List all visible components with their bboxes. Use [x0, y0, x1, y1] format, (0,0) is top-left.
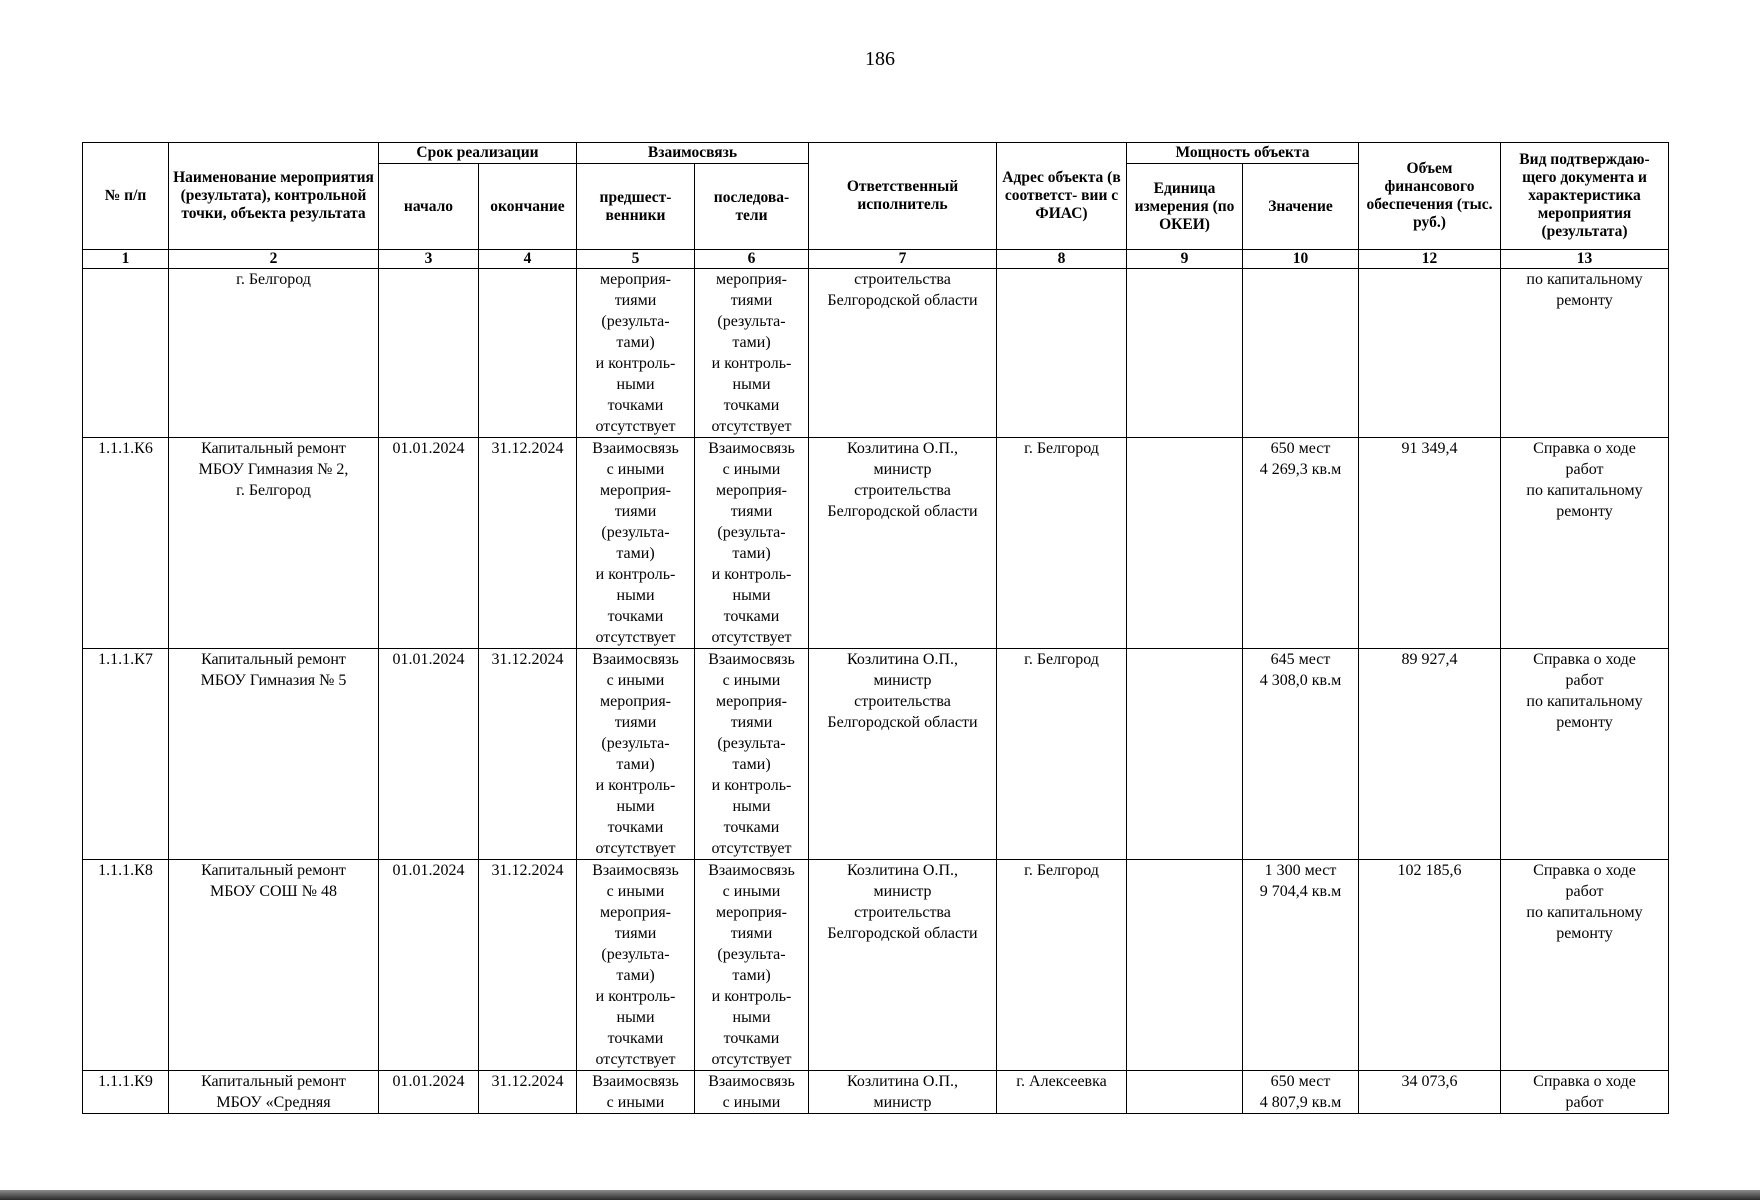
doc-line: ремонту — [1556, 925, 1613, 942]
cell-responsible — [809, 438, 997, 649]
col-number: 13 — [1501, 250, 1669, 269]
cell-end: 31.12.2024 — [479, 649, 577, 860]
cell-start — [379, 269, 479, 438]
table-body — [83, 269, 1669, 1114]
link-line: с иными — [722, 461, 781, 478]
doc-line: по капитальному — [1526, 482, 1643, 499]
cell-id: 1.1.1.К7 — [83, 649, 169, 860]
link-line: и контроль- — [711, 777, 792, 794]
link-line: и контроль- — [711, 988, 792, 1005]
link-line: (результа- — [601, 735, 670, 752]
link-line: тиями — [614, 925, 657, 942]
cell-address — [997, 269, 1127, 438]
name-line: Капитальный ремонт — [201, 651, 346, 668]
link-line: с иными — [722, 883, 781, 900]
name-line: Капитальный ремонт — [201, 1073, 346, 1090]
next-line: точками — [723, 397, 780, 414]
col-number: 10 — [1243, 250, 1359, 269]
link-line: с иными — [606, 461, 665, 478]
prev-line: и контроль- — [595, 355, 676, 372]
cell-name — [169, 1071, 379, 1114]
col-number: 7 — [809, 250, 997, 269]
name-line: Капитальный ремонт — [201, 862, 346, 879]
resp-line: министр — [873, 672, 932, 689]
cell-value — [1243, 1071, 1359, 1114]
cell-unit — [1127, 438, 1243, 649]
link-line: ными — [616, 587, 655, 604]
prev-line: отсутствует — [595, 418, 676, 435]
cell-value — [1243, 649, 1359, 860]
col-number: 8 — [997, 250, 1127, 269]
cell-prev — [577, 269, 695, 438]
header-responsible: Ответственный исполнитель — [809, 143, 997, 250]
link-line: точками — [607, 1030, 664, 1047]
resp-line: строительства — [854, 482, 951, 499]
link-line: тами) — [732, 967, 771, 984]
next-line: тиями — [730, 292, 773, 309]
header-power: Мощность объекта — [1127, 143, 1359, 164]
resp-line: Белгородской области — [827, 925, 978, 942]
link-line: точками — [723, 608, 780, 625]
scan-edge-bar — [0, 1190, 1760, 1200]
resp-line: Козлитина О.П., — [846, 862, 959, 879]
cell-name — [169, 649, 379, 860]
cell-next — [695, 860, 809, 1071]
header-document: Вид подтверждаю- щего документа и характеристика мероприятия (результата) — [1501, 143, 1669, 250]
doc-line: Справка о ходе — [1533, 1073, 1636, 1090]
doc-line: ремонту — [1556, 292, 1613, 309]
doc-line: работ — [1565, 1094, 1604, 1111]
col-number: 6 — [695, 250, 809, 269]
link-line: тами) — [732, 545, 771, 562]
value-line: 4 269,3 кв.м — [1259, 461, 1342, 478]
cell-end: 31.12.2024 — [479, 860, 577, 1071]
link-line: (результа- — [601, 524, 670, 541]
resp-line: строительства — [854, 693, 951, 710]
table-row — [83, 649, 1669, 860]
link-line: ными — [616, 798, 655, 815]
link-line: тами) — [732, 756, 771, 773]
link-line: мероприя- — [715, 904, 788, 921]
cell-prev — [577, 649, 695, 860]
link-line: мероприя- — [599, 482, 672, 499]
link-line: мероприя- — [715, 482, 788, 499]
link-line: точками — [723, 1030, 780, 1047]
cell-document — [1501, 438, 1669, 649]
link-line: (результа- — [717, 735, 786, 752]
resp-line: министр — [873, 461, 932, 478]
link-line: и контроль- — [595, 566, 676, 583]
name-line: МБОУ Гимназия № 2, — [198, 461, 349, 478]
cell-prev — [577, 438, 695, 649]
cell-end — [479, 269, 577, 438]
resp-line: Белгородской области — [827, 503, 978, 520]
resp-line: министр — [873, 1094, 932, 1111]
link-line: Взаимосвязь — [708, 651, 795, 668]
header-link-next: последова- тели — [695, 164, 809, 250]
link-line: тиями — [614, 714, 657, 731]
name-line: МБОУ СОШ № 48 — [210, 883, 337, 900]
cell-start: 01.01.2024 — [379, 860, 479, 1071]
cell-name — [169, 269, 379, 438]
header-value: Значение — [1243, 164, 1359, 250]
col-number: 3 — [379, 250, 479, 269]
value-line: 1 300 мест — [1264, 862, 1337, 879]
link-line: мероприя- — [599, 904, 672, 921]
link-line: ными — [732, 1009, 771, 1026]
cell-start: 01.01.2024 — [379, 649, 479, 860]
link-line: Взаимосвязь — [592, 862, 679, 879]
link-line: мероприя- — [715, 693, 788, 710]
link-line: тиями — [730, 714, 773, 731]
link-line: (результа- — [601, 946, 670, 963]
cell-next — [695, 649, 809, 860]
prev-line: мероприя- — [599, 271, 672, 288]
cell-prev — [577, 1071, 695, 1114]
cell-responsible — [809, 269, 997, 438]
table-row — [83, 438, 1669, 649]
prev-line: (результа- — [601, 313, 670, 330]
value-line: 4 807,9 кв.м — [1259, 1094, 1342, 1111]
header-finance: Объем финансового обеспечения (тыс. руб.) — [1359, 143, 1501, 250]
value-line: 4 308,0 кв.м — [1259, 672, 1342, 689]
cell-unit — [1127, 1071, 1243, 1114]
cell-next — [695, 269, 809, 438]
cell-id: 1.1.1.К8 — [83, 860, 169, 1071]
link-line: с иными — [606, 672, 665, 689]
next-line: мероприя- — [715, 271, 788, 288]
header-term-start: начало — [379, 164, 479, 250]
resp-line: строительства — [854, 904, 951, 921]
link-line: тами) — [616, 967, 655, 984]
next-line: и контроль- — [711, 355, 792, 372]
doc-line: работ — [1565, 461, 1604, 478]
link-line: и контроль- — [711, 566, 792, 583]
link-line: с иными — [722, 672, 781, 689]
header-term: Срок реализации — [379, 143, 577, 164]
header-link: Взаимосвязь — [577, 143, 809, 164]
cell-finance: 102 185,6 — [1359, 860, 1501, 1071]
doc-line: Справка о ходе — [1533, 862, 1636, 879]
prev-line: с иными — [606, 1094, 665, 1111]
column-numbers-row — [83, 250, 1669, 269]
cell-name — [169, 860, 379, 1071]
cell-address: г. Алексеевка — [997, 1071, 1127, 1114]
name-line: г. Белгород — [236, 271, 311, 288]
link-line: ными — [732, 798, 771, 815]
cell-unit — [1127, 860, 1243, 1071]
link-line: точками — [723, 819, 780, 836]
cell-document — [1501, 1071, 1669, 1114]
cell-unit — [1127, 269, 1243, 438]
link-line: отсутствует — [711, 1051, 792, 1068]
name-line: МБОУ Гимназия № 5 — [200, 672, 347, 689]
link-line: тиями — [614, 503, 657, 520]
header-unit: Единица измерения (по ОКЕИ) — [1127, 164, 1243, 250]
page-number: 186 — [865, 48, 895, 70]
link-line: точками — [607, 819, 664, 836]
col-number: 12 — [1359, 250, 1501, 269]
cell-responsible — [809, 649, 997, 860]
col-number: 2 — [169, 250, 379, 269]
cell-end: 31.12.2024 — [479, 438, 577, 649]
link-line: Взаимосвязь — [708, 440, 795, 457]
name-line: г. Белгород — [236, 482, 311, 499]
link-line: тами) — [616, 756, 655, 773]
cell-start: 01.01.2024 — [379, 438, 479, 649]
prev-line: тами) — [616, 334, 655, 351]
cell-finance — [1359, 269, 1501, 438]
cell-unit — [1127, 649, 1243, 860]
doc-line: Справка о ходе — [1533, 651, 1636, 668]
link-line: ными — [616, 1009, 655, 1026]
col-number: 5 — [577, 250, 695, 269]
cell-end: 31.12.2024 — [479, 1071, 577, 1114]
resp-line: Белгородской области — [827, 714, 978, 731]
cell-finance: 34 073,6 — [1359, 1071, 1501, 1114]
col-number: 9 — [1127, 250, 1243, 269]
cell-value — [1243, 438, 1359, 649]
prev-line: точками — [607, 397, 664, 414]
resp-line: Козлитина О.П., — [846, 1073, 959, 1090]
doc-line: по капитальному — [1526, 904, 1643, 921]
table-row — [83, 269, 1669, 438]
cell-document — [1501, 860, 1669, 1071]
link-line: отсутствует — [595, 1051, 676, 1068]
link-line: Взаимосвязь — [592, 440, 679, 457]
link-line: мероприя- — [599, 693, 672, 710]
next-line: Взаимосвязь — [708, 1073, 795, 1090]
prev-line: тиями — [614, 292, 657, 309]
next-line: (результа- — [717, 313, 786, 330]
value-line: 650 мест — [1270, 1073, 1331, 1090]
link-line: тами) — [616, 545, 655, 562]
link-line: отсутствует — [711, 629, 792, 646]
table-row — [83, 860, 1669, 1071]
cell-id: 1.1.1.К9 — [83, 1071, 169, 1114]
next-line: ными — [732, 376, 771, 393]
header-address: Адрес объекта (в соответст- вии с ФИАС) — [997, 143, 1127, 250]
events-table — [82, 142, 1669, 1114]
resp-line: министр — [873, 883, 932, 900]
cell-name — [169, 438, 379, 649]
value-line: 645 мест — [1270, 651, 1331, 668]
cell-document — [1501, 269, 1669, 438]
cell-next — [695, 1071, 809, 1114]
doc-line: по капитальному — [1526, 271, 1643, 288]
col-number: 4 — [479, 250, 577, 269]
cell-value — [1243, 860, 1359, 1071]
doc-line: по капитальному — [1526, 693, 1643, 710]
link-line: и контроль- — [595, 777, 676, 794]
resp-line: Белгородской области — [827, 292, 978, 309]
header-name: Наименование мероприятия (результата), контрольной точки, объекта результата — [169, 143, 379, 250]
col-number: 1 — [83, 250, 169, 269]
link-line: точками — [607, 608, 664, 625]
cell-id — [83, 269, 169, 438]
cell-responsible — [809, 860, 997, 1071]
cell-document — [1501, 649, 1669, 860]
header-term-end: окончание — [479, 164, 577, 250]
cell-finance: 89 927,4 — [1359, 649, 1501, 860]
link-line: Взаимосвязь — [708, 862, 795, 879]
next-line: отсутствует — [711, 418, 792, 435]
prev-line: Взаимосвязь — [592, 1073, 679, 1090]
doc-line: работ — [1565, 672, 1604, 689]
name-line: МБОУ «Средняя — [216, 1094, 331, 1111]
cell-value — [1243, 269, 1359, 438]
cell-id: 1.1.1.К6 — [83, 438, 169, 649]
cell-start: 01.01.2024 — [379, 1071, 479, 1114]
link-line: отсутствует — [711, 840, 792, 857]
value-line: 650 мест — [1270, 440, 1331, 457]
link-line: Взаимосвязь — [592, 651, 679, 668]
link-line: тиями — [730, 503, 773, 520]
link-line: отсутствует — [595, 840, 676, 857]
table-row — [83, 1071, 1669, 1114]
cell-address: г. Белгород — [997, 649, 1127, 860]
link-line: отсутствует — [595, 629, 676, 646]
resp-line: строительства — [854, 271, 951, 288]
link-line: ными — [732, 587, 771, 604]
header-link-prev: предшест- венники — [577, 164, 695, 250]
value-line: 9 704,4 кв.м — [1259, 883, 1342, 900]
table-header — [83, 143, 1669, 269]
prev-line: ными — [616, 376, 655, 393]
cell-address: г. Белгород — [997, 860, 1127, 1071]
link-line: и контроль- — [595, 988, 676, 1005]
link-line: (результа- — [717, 524, 786, 541]
cell-finance: 91 349,4 — [1359, 438, 1501, 649]
resp-line: Козлитина О.П., — [846, 651, 959, 668]
doc-line: ремонту — [1556, 714, 1613, 731]
cell-address: г. Белгород — [997, 438, 1127, 649]
header-num: № п/п — [83, 143, 169, 250]
link-line: с иными — [606, 883, 665, 900]
doc-line: Справка о ходе — [1533, 440, 1636, 457]
cell-responsible — [809, 1071, 997, 1114]
cell-next — [695, 438, 809, 649]
name-line: Капитальный ремонт — [201, 440, 346, 457]
next-line: тами) — [732, 334, 771, 351]
resp-line: Козлитина О.П., — [846, 440, 959, 457]
next-line: с иными — [722, 1094, 781, 1111]
link-line: (результа- — [717, 946, 786, 963]
link-line: тиями — [730, 925, 773, 942]
doc-line: ремонту — [1556, 503, 1613, 520]
doc-line: работ — [1565, 883, 1604, 900]
cell-prev — [577, 860, 695, 1071]
